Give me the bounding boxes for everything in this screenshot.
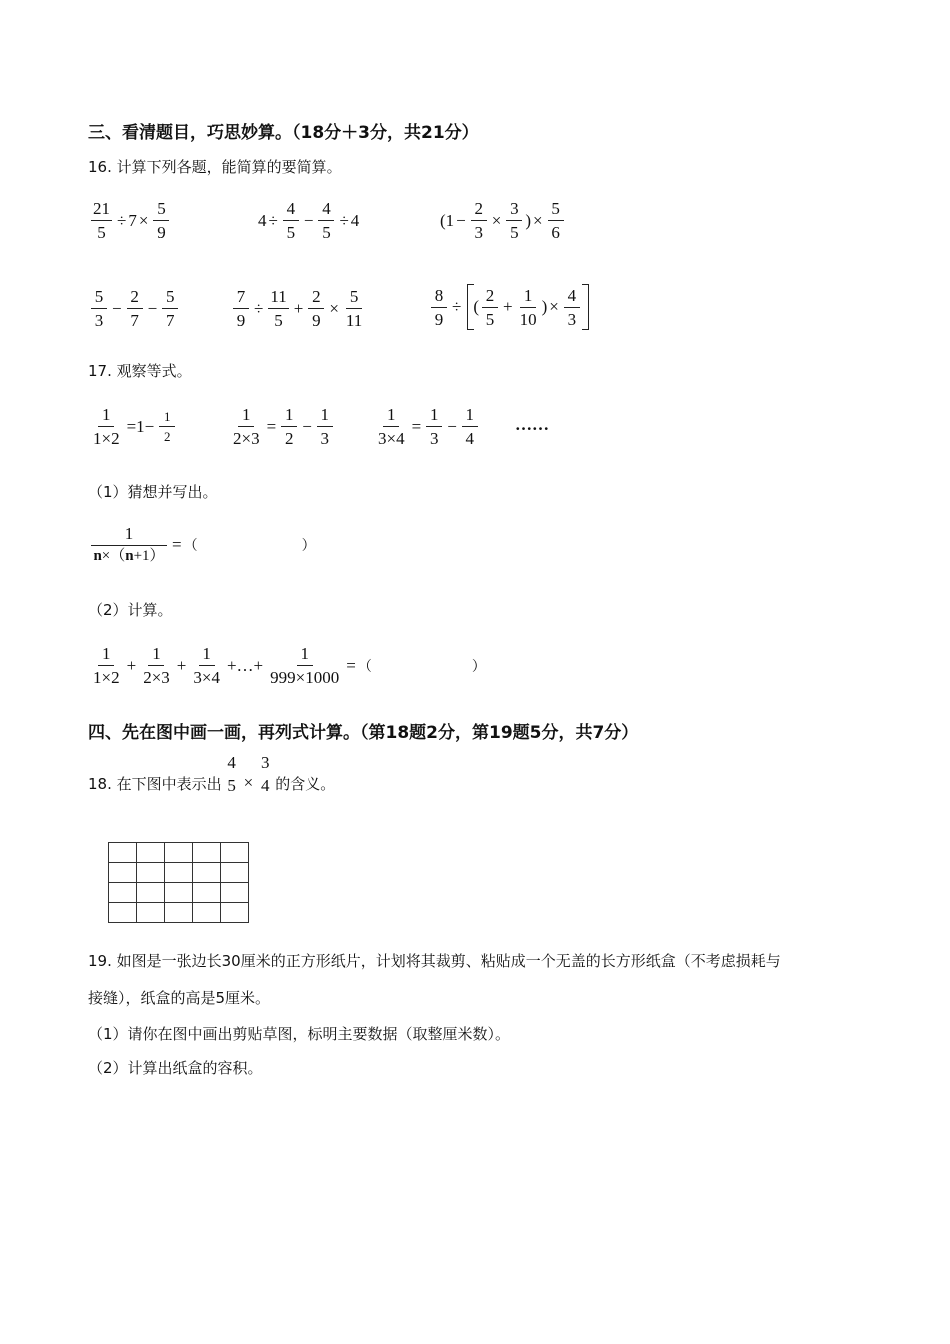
fraction-numerator: 5 bbox=[162, 288, 178, 309]
grid-row bbox=[109, 903, 249, 923]
fraction-denominator: 3 bbox=[567, 309, 577, 329]
operator: × bbox=[138, 210, 149, 230]
fraction-numerator: 2 bbox=[482, 287, 498, 308]
operator: − bbox=[456, 210, 466, 230]
grid-cell[interactable] bbox=[221, 903, 249, 923]
operator: ÷ bbox=[117, 210, 127, 230]
q17-part-2-label: （2）计算。 bbox=[88, 601, 173, 619]
q18-expression bbox=[222, 754, 276, 794]
fraction-denominator: 4 bbox=[260, 776, 270, 795]
operator: ÷ bbox=[339, 210, 349, 230]
q17-equation-3 bbox=[373, 406, 481, 447]
question-16-text: 16. 计算下列各题，能简算的要简算。 bbox=[88, 158, 342, 176]
fraction-numerator: 1 bbox=[238, 406, 254, 427]
drawing-grid[interactable] bbox=[108, 842, 249, 923]
grid-cell[interactable] bbox=[137, 883, 165, 903]
grid-cell[interactable] bbox=[137, 863, 165, 883]
grid-cell[interactable] bbox=[193, 883, 221, 903]
fraction-numerator: 1 bbox=[159, 410, 175, 427]
q16-expression-1 bbox=[88, 200, 172, 241]
paren: ) bbox=[525, 210, 532, 230]
grid-cell[interactable] bbox=[137, 903, 165, 923]
square-bracket-group bbox=[467, 284, 589, 330]
fraction-numerator: 8 bbox=[431, 287, 447, 308]
q16-expression-2 bbox=[258, 200, 359, 241]
grid-cell[interactable] bbox=[109, 843, 137, 863]
variable-n: n bbox=[93, 548, 102, 564]
fraction-numerator: 1 bbox=[317, 406, 333, 427]
q17-guess-expression bbox=[88, 525, 316, 564]
fraction-numerator: 3 bbox=[506, 200, 522, 221]
fraction-denominator: 4 bbox=[465, 429, 475, 448]
q16-expression-3 bbox=[440, 200, 567, 241]
grid-cell[interactable] bbox=[221, 863, 249, 883]
grid-cell[interactable] bbox=[109, 883, 137, 903]
fraction-denominator: 5 bbox=[322, 223, 331, 242]
fraction-denominator: 3 bbox=[320, 429, 330, 448]
grid-cell[interactable] bbox=[165, 883, 193, 903]
fraction-denominator: 5 bbox=[97, 223, 106, 242]
fraction-numerator: 1 bbox=[281, 406, 297, 427]
answer-paren-open: （ bbox=[183, 538, 198, 554]
number: 4 bbox=[258, 210, 267, 230]
fraction-denominator: 3×4 bbox=[193, 668, 220, 687]
fraction-numerator: 4 bbox=[564, 287, 580, 308]
operator: + bbox=[293, 298, 304, 318]
fraction-numerator: 5 bbox=[153, 200, 169, 221]
operator: + bbox=[126, 655, 137, 675]
grid-cell[interactable] bbox=[221, 843, 249, 863]
fraction-numerator: 1 bbox=[297, 645, 313, 666]
grid-row bbox=[109, 883, 249, 903]
grid-cell[interactable] bbox=[221, 883, 249, 903]
question-19-line-1: 19. 如图是一张边长30厘米的正方形纸片，计划将其裁剪、粘贴成一个无盖的长方形纸盒（不考虑损耗与 bbox=[88, 952, 781, 970]
operator: ÷ bbox=[452, 297, 462, 316]
fraction-numerator: 5 bbox=[346, 288, 362, 309]
grid-row bbox=[109, 863, 249, 883]
paren: ( bbox=[473, 297, 480, 316]
fraction-denominator: 3 bbox=[429, 429, 439, 448]
operator: +…+ bbox=[226, 655, 264, 675]
number: 4 bbox=[350, 210, 360, 230]
answer-paren-close: ） bbox=[471, 659, 486, 675]
fraction-denominator: 9 bbox=[157, 223, 166, 242]
number: 7 bbox=[128, 210, 137, 230]
fraction-numerator: 5 bbox=[91, 288, 107, 309]
operator: − bbox=[147, 298, 158, 318]
operator: = bbox=[172, 534, 182, 554]
q16-expression-4 bbox=[88, 288, 181, 329]
paren: ) bbox=[541, 297, 548, 316]
operator: − bbox=[302, 416, 312, 436]
fraction-denominator: 5 bbox=[286, 223, 296, 242]
operator: ×（ bbox=[101, 548, 126, 564]
answer-paren-open: （ bbox=[357, 659, 372, 675]
fraction-numerator: 3 bbox=[260, 753, 270, 772]
fraction-numerator: 1 bbox=[520, 287, 536, 308]
fraction-denominator: 3 bbox=[474, 223, 484, 242]
fraction-denominator: 999×1000 bbox=[270, 668, 340, 687]
fraction-numerator: 7 bbox=[233, 288, 249, 309]
question-19-line-2: 接缝），纸盒的高是5厘米。 bbox=[88, 989, 271, 1007]
fraction-denominator: 9 bbox=[236, 311, 246, 330]
fraction-denominator bbox=[91, 546, 166, 564]
fraction-denominator: 7 bbox=[130, 311, 139, 330]
grid-cell[interactable] bbox=[165, 863, 193, 883]
fraction-numerator: 1 bbox=[98, 645, 114, 666]
grid-cell[interactable] bbox=[165, 903, 193, 923]
operator: = bbox=[346, 655, 356, 675]
operator: = bbox=[411, 416, 422, 436]
operator: × bbox=[533, 210, 543, 230]
grid-cell[interactable] bbox=[137, 843, 165, 863]
operator: − bbox=[303, 210, 314, 230]
operator: − bbox=[447, 416, 457, 436]
fraction-numerator: 4 bbox=[318, 200, 334, 221]
variable-n: n bbox=[125, 548, 134, 564]
operator: − bbox=[112, 298, 122, 318]
operator: × bbox=[329, 298, 339, 318]
operator: =1− bbox=[126, 416, 155, 436]
q16-expression-6 bbox=[428, 284, 589, 330]
fraction-denominator: 9 bbox=[312, 311, 321, 330]
fraction-denominator: 3×4 bbox=[378, 429, 405, 448]
grid-cell[interactable] bbox=[193, 903, 221, 923]
fraction-denominator: 7 bbox=[165, 311, 175, 330]
fraction-denominator: 1×2 bbox=[93, 668, 120, 687]
operator: + bbox=[503, 297, 513, 316]
operator: ÷ bbox=[254, 298, 264, 318]
fraction-numerator: 5 bbox=[548, 200, 564, 221]
operator: ÷ bbox=[268, 210, 278, 230]
fraction-numerator: 11 bbox=[268, 288, 288, 309]
q18-prefix: 18. 在下图中表示出 bbox=[88, 774, 222, 793]
operator: × bbox=[491, 210, 502, 230]
q18-suffix: 的含义。 bbox=[275, 774, 336, 793]
fraction-denominator: 5 bbox=[485, 309, 495, 329]
operator: +1） bbox=[133, 548, 165, 564]
section-4-heading: 四、先在图中画一画，再列式计算。（第18题2分，第19题5分，共7分） bbox=[88, 723, 639, 743]
fraction-denominator: 2 bbox=[284, 429, 294, 448]
fraction-denominator: 5 bbox=[227, 776, 236, 795]
q19-part-2: （2）计算出纸盒的容积。 bbox=[88, 1059, 263, 1077]
fraction-denominator: 6 bbox=[551, 223, 560, 242]
fraction-denominator: 2×3 bbox=[233, 429, 260, 448]
fraction-numerator: 2 bbox=[308, 288, 324, 309]
left-bracket bbox=[467, 284, 474, 330]
number: (1 bbox=[440, 210, 455, 230]
grid-cell[interactable] bbox=[109, 903, 137, 923]
ellipsis: …… bbox=[515, 415, 549, 434]
right-bracket bbox=[582, 284, 589, 330]
fraction-denominator: 10 bbox=[519, 309, 537, 329]
fraction-denominator: 5 bbox=[510, 223, 519, 242]
grid-cell[interactable] bbox=[165, 843, 193, 863]
operator: × bbox=[243, 773, 254, 792]
question-18-text bbox=[88, 754, 335, 794]
fraction-numerator: 1 bbox=[462, 406, 478, 427]
q17-equation-1 bbox=[88, 406, 178, 447]
fraction-denominator: 2×3 bbox=[143, 668, 170, 687]
operator: × bbox=[549, 297, 559, 316]
q17-sum-expression bbox=[88, 645, 486, 686]
fraction-numerator: 1 bbox=[91, 525, 167, 546]
operator: = bbox=[266, 416, 277, 436]
fraction-denominator: 2 bbox=[164, 429, 171, 444]
fraction-denominator: 9 bbox=[434, 309, 444, 329]
fraction-denominator: 11 bbox=[345, 311, 363, 330]
grid-cell[interactable] bbox=[193, 843, 221, 863]
answer-paren-close: ） bbox=[301, 538, 316, 554]
section-3-heading: 三、看清题目，巧思妙算。（18分＋3分，共21分） bbox=[88, 123, 479, 143]
fraction-numerator: 2 bbox=[471, 200, 487, 221]
operator: + bbox=[176, 655, 187, 675]
fraction-numerator: 1 bbox=[199, 645, 215, 666]
grid-cell[interactable] bbox=[193, 863, 221, 883]
fraction-numerator: 21 bbox=[91, 200, 112, 221]
fraction-denominator: 1×2 bbox=[93, 429, 120, 448]
q17-part-1-label: （1）猜想并写出。 bbox=[88, 483, 218, 501]
fraction-numerator: 4 bbox=[227, 753, 236, 772]
grid-row bbox=[109, 843, 249, 863]
fraction-denominator: 3 bbox=[94, 311, 104, 330]
fraction-numerator: 1 bbox=[426, 406, 442, 427]
question-17-text: 17. 观察等式。 bbox=[88, 362, 192, 380]
fraction-numerator: 2 bbox=[127, 288, 143, 309]
fraction-numerator: 1 bbox=[98, 406, 114, 427]
fraction-numerator: 4 bbox=[283, 200, 299, 221]
fraction-denominator: 5 bbox=[274, 311, 283, 330]
q16-expression-5 bbox=[230, 288, 367, 329]
grid-cell[interactable] bbox=[109, 863, 137, 883]
fraction-numerator: 1 bbox=[383, 406, 399, 427]
q19-part-1: （1）请你在图中画出剪贴草图，标明主要数据（取整厘米数）。 bbox=[88, 1025, 511, 1043]
q17-equation-2 bbox=[228, 406, 336, 447]
fraction-numerator: 1 bbox=[148, 645, 164, 666]
